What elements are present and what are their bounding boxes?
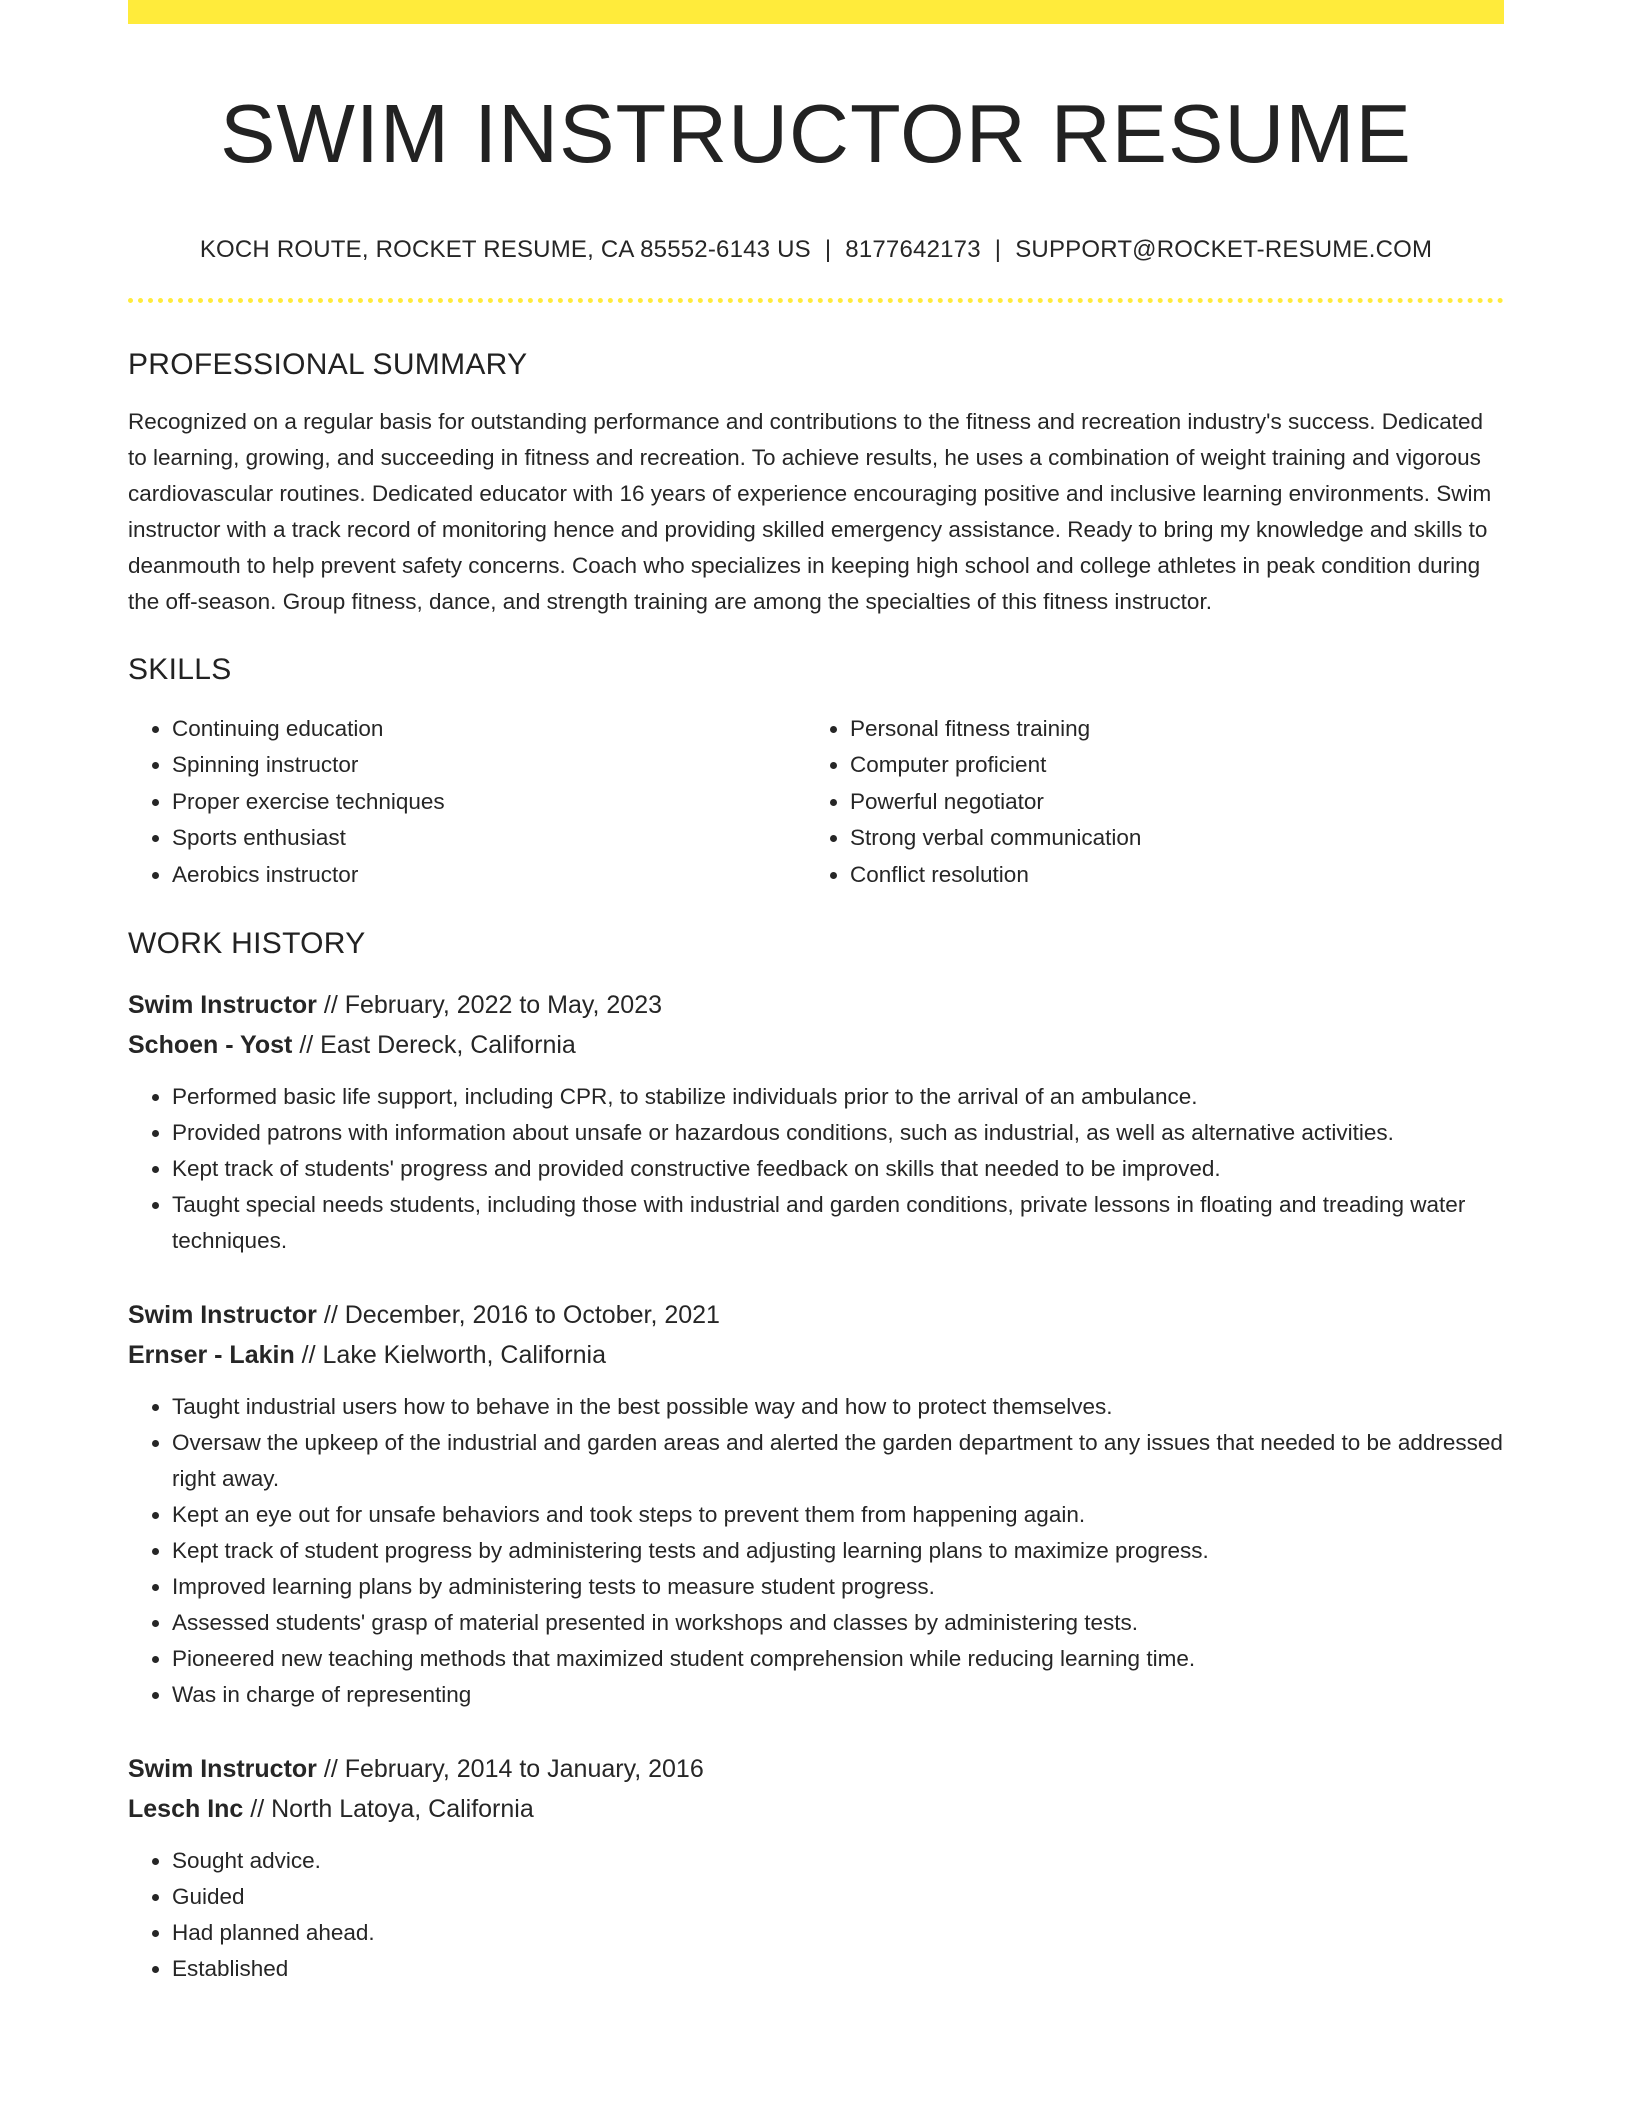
skill-item: • Strong verbal communication (850, 820, 1484, 857)
job-bullet: • Sought advice. (172, 1843, 1504, 1879)
job-location: // Lake Kielworth, California (294, 1341, 606, 1370)
skills-column-right (806, 711, 1484, 894)
job-dates: // December, 2016 to October, 2021 (316, 1301, 720, 1330)
job-bullet: • Taught special needs students, including those with industrial and garden conditions, private lessons in floating and treading water techniques. (172, 1187, 1504, 1259)
job-bullets (128, 1079, 1504, 1259)
job-bullet: • Was in charge of representing (172, 1677, 1504, 1713)
skills-column-left (128, 711, 806, 894)
job-entry (128, 1749, 1504, 1987)
skill-item: • Personal fitness training (850, 711, 1484, 748)
work-history-heading: WORK HISTORY (128, 927, 366, 961)
skill-item: • Powerful negotiator (850, 784, 1484, 821)
job-bullet: • Pioneered new teaching methods that maximized student comprehension while reducing learning time. (172, 1641, 1504, 1677)
job-title: Swim Instructor (128, 1301, 317, 1330)
skill-item: • Spinning instructor (172, 747, 806, 784)
job-dates: // February, 2022 to May, 2023 (316, 991, 663, 1020)
job-company-line (128, 1789, 1504, 1829)
contact-email: SUPPORT@ROCKET-RESUME.COM (1015, 235, 1433, 263)
job-title-line (128, 1749, 1504, 1789)
skill-item: • Conflict resolution (850, 857, 1484, 894)
top-accent-bar (128, 0, 1504, 24)
job-bullet: • Taught industrial users how to behave in the best possible way and how to protect themselves. (172, 1389, 1504, 1425)
job-bullets (128, 1389, 1504, 1713)
contact-address: KOCH ROUTE, ROCKET RESUME, CA 85552-6143 US (199, 235, 811, 263)
job-title: Swim Instructor (128, 1755, 317, 1784)
skill-item: • Computer proficient (850, 747, 1484, 784)
resume-page (128, 0, 1504, 1987)
summary-text: Recognized on a regular basis for outstanding performance and contributions to the fitness and recreation industry's success. Dedicated to learning, growing, and succeeding in fitness and recreation. To achieve results, he uses a combination of weight training and vigorous cardiovascular routines. Dedicated educator with 16 years of experience encouraging positive and inclusive learning environments. Swim instructor with a track record of monitoring hence and providing skilled emergency assistance. Ready to bring my knowledge and skills to deanmouth to help prevent safety concerns. Coach who specializes in keeping high school and college athletes in peak condition during the off-season. Group fitness, dance, and strength training are among the specialties of this fitness instructor. (128, 408, 1492, 614)
job-location: // North Latoya, California (243, 1795, 534, 1824)
skill-item: • Continuing education (172, 711, 806, 748)
resume-title: SWIM INSTRUCTOR RESUME (220, 87, 1412, 180)
job-bullet: • Performed basic life support, including CPR, to stabilize individuals prior to the arrival of an ambulance. (172, 1079, 1504, 1115)
job-bullet: • Oversaw the upkeep of the industrial and garden areas and alerted the garden department to any issues that needed to be addressed right away. (172, 1425, 1504, 1497)
job-bullet: • Guided (172, 1879, 1504, 1915)
job-location: // East Dereck, California (292, 1031, 576, 1060)
job-bullet: • Provided patrons with information about unsafe or hazardous conditions, such as industrial, as well as alternative activities. (172, 1115, 1504, 1151)
job-company-line (128, 1335, 1504, 1375)
job-company: Lesch Inc (128, 1795, 244, 1824)
job-title-line (128, 1295, 1504, 1335)
job-bullet: • Established (172, 1951, 1504, 1987)
job-entry (128, 985, 1504, 1259)
contact-phone: 8177642173 (845, 235, 981, 263)
job-bullet: • Improved learning plans by administering tests to measure student progress. (172, 1569, 1504, 1605)
job-company: Schoen - Yost (128, 1031, 293, 1060)
job-bullet: • Kept track of students' progress and provided constructive feedback on skills that needed to be improved. (172, 1151, 1504, 1187)
job-entry (128, 1295, 1504, 1713)
job-bullet: • Kept an eye out for unsafe behaviors and took steps to prevent them from happening again. (172, 1497, 1504, 1533)
skills-list (128, 711, 1504, 894)
job-company-line (128, 1025, 1504, 1065)
contact-separator: | (824, 235, 832, 263)
contact-separator: | (994, 235, 1002, 263)
job-bullet: • Assessed students' grasp of material presented in workshops and classes by administering tests. (172, 1605, 1504, 1641)
skills-heading: SKILLS (128, 652, 232, 686)
skill-item: • Proper exercise techniques (172, 784, 806, 821)
job-dates: // February, 2014 to January, 2016 (316, 1755, 704, 1784)
job-title: Swim Instructor (128, 991, 317, 1020)
job-title-line (128, 985, 1504, 1025)
summary-heading: PROFESSIONAL SUMMARY (128, 347, 528, 381)
job-bullet: • Kept track of student progress by administering tests and adjusting learning plans to maximize progress. (172, 1533, 1504, 1569)
dotted-divider (128, 298, 1504, 303)
job-company: Ernser - Lakin (128, 1341, 295, 1370)
job-bullet: • Had planned ahead. (172, 1915, 1504, 1951)
contact-line (128, 236, 1504, 264)
skill-item: • Aerobics instructor (172, 857, 806, 894)
skill-item: • Sports enthusiast (172, 820, 806, 857)
job-bullets (128, 1843, 1504, 1987)
